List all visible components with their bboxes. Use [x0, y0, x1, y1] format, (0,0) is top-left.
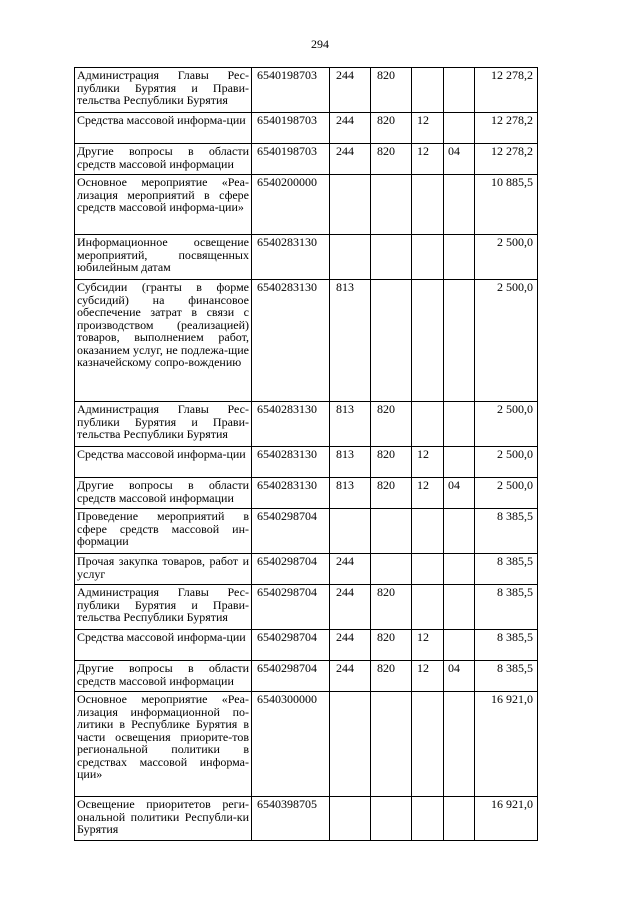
table-row — [75, 113, 538, 144]
cell-adm: 820 — [371, 402, 412, 447]
table-row — [75, 68, 538, 113]
table-row — [75, 478, 538, 509]
cell-pr — [444, 797, 475, 841]
cell-sum: 8 385,5 — [475, 585, 538, 630]
table-row — [75, 661, 538, 692]
cell-name: Средства массовой информа-ции — [75, 113, 252, 144]
cell-sum: 8 385,5 — [475, 509, 538, 554]
table-row — [75, 447, 538, 478]
cell-csr: 6540283130 — [252, 402, 330, 447]
cell-name: Администрация Главы Рес-публики Бурятия и Прави-тельства Республики Бурятия — [75, 68, 252, 113]
cell-vr: 244 — [330, 630, 371, 661]
cell-rz: 12 — [412, 144, 444, 175]
cell-csr: 6540283130 — [252, 235, 330, 280]
cell-adm: 820 — [371, 144, 412, 175]
cell-name: Основное мероприятие «Реа-лизация мероприятий в сфере средств массовой информа-ции» — [75, 175, 252, 235]
cell-csr: 6540298704 — [252, 585, 330, 630]
cell-adm: 820 — [371, 68, 412, 113]
cell-vr — [330, 509, 371, 554]
table-row — [75, 630, 538, 661]
cell-pr — [444, 554, 475, 585]
cell-csr: 6540200000 — [252, 175, 330, 235]
table-row — [75, 175, 538, 235]
cell-sum: 12 278,2 — [475, 68, 538, 113]
cell-adm: 820 — [371, 661, 412, 692]
cell-rz: 12 — [412, 113, 444, 144]
cell-adm — [371, 554, 412, 585]
cell-pr — [444, 630, 475, 661]
cell-sum: 2 500,0 — [475, 402, 538, 447]
cell-pr — [444, 235, 475, 280]
cell-name: Субсидии (гранты в форме субсидий) на финансовое обеспечение затрат в связи с производством (реализацией) товаров, выполнением работ, оказанием услуг, не подлежа-щие казначейскому сопро-вождению — [75, 280, 252, 402]
cell-pr: 04 — [444, 144, 475, 175]
cell-rz — [412, 585, 444, 630]
cell-csr: 6540283130 — [252, 280, 330, 402]
cell-adm: 820 — [371, 113, 412, 144]
cell-adm: 820 — [371, 447, 412, 478]
cell-sum: 8 385,5 — [475, 630, 538, 661]
cell-sum: 8 385,5 — [475, 661, 538, 692]
cell-csr: 6540198703 — [252, 68, 330, 113]
cell-sum: 8 385,5 — [475, 554, 538, 585]
table-row — [75, 144, 538, 175]
cell-vr — [330, 797, 371, 841]
cell-name: Средства массовой информа-ции — [75, 447, 252, 478]
cell-adm: 820 — [371, 585, 412, 630]
cell-rz — [412, 280, 444, 402]
cell-rz: 12 — [412, 447, 444, 478]
cell-sum: 2 500,0 — [475, 447, 538, 478]
cell-sum: 16 921,0 — [475, 797, 538, 841]
cell-name: Проведение мероприятий в сфере средств массовой ин-формации — [75, 509, 252, 554]
cell-pr — [444, 585, 475, 630]
cell-csr: 6540283130 — [252, 478, 330, 509]
cell-vr: 244 — [330, 113, 371, 144]
table-row — [75, 554, 538, 585]
cell-vr: 813 — [330, 478, 371, 509]
cell-csr: 6540298704 — [252, 630, 330, 661]
cell-vr: 244 — [330, 661, 371, 692]
cell-pr — [444, 113, 475, 144]
cell-rz: 12 — [412, 661, 444, 692]
cell-name: Другие вопросы в области средств массовой информации — [75, 661, 252, 692]
cell-rz: 12 — [412, 478, 444, 509]
cell-rz — [412, 554, 444, 585]
cell-csr: 6540283130 — [252, 447, 330, 478]
cell-rz — [412, 68, 444, 113]
page-number: 294 — [311, 37, 329, 51]
table-row — [75, 235, 538, 280]
cell-vr: 244 — [330, 68, 371, 113]
cell-vr: 813 — [330, 280, 371, 402]
cell-sum: 16 921,0 — [475, 692, 538, 797]
table-row — [75, 585, 538, 630]
cell-adm — [371, 235, 412, 280]
cell-rz — [412, 509, 444, 554]
table-row — [75, 280, 538, 402]
cell-sum: 12 278,2 — [475, 113, 538, 144]
cell-pr — [444, 692, 475, 797]
cell-vr: 244 — [330, 554, 371, 585]
cell-name: Освещение приоритетов реги-ональной политики Республи-ки Бурятия — [75, 797, 252, 841]
cell-sum: 2 500,0 — [475, 478, 538, 509]
cell-pr — [444, 447, 475, 478]
cell-vr: 244 — [330, 144, 371, 175]
cell-rz — [412, 235, 444, 280]
cell-name: Другие вопросы в области средств массовой информации — [75, 144, 252, 175]
cell-csr: 6540298704 — [252, 661, 330, 692]
cell-adm: 820 — [371, 478, 412, 509]
cell-csr: 6540298704 — [252, 509, 330, 554]
table-row — [75, 797, 538, 841]
cell-rz — [412, 175, 444, 235]
cell-vr — [330, 235, 371, 280]
cell-sum: 12 278,2 — [475, 144, 538, 175]
cell-adm — [371, 509, 412, 554]
cell-csr: 6540398705 — [252, 797, 330, 841]
cell-adm: 820 — [371, 630, 412, 661]
cell-pr — [444, 68, 475, 113]
cell-rz — [412, 692, 444, 797]
cell-vr — [330, 692, 371, 797]
cell-vr: 244 — [330, 585, 371, 630]
cell-csr: 6540300000 — [252, 692, 330, 797]
cell-rz: 12 — [412, 630, 444, 661]
cell-pr: 04 — [444, 478, 475, 509]
cell-vr: 813 — [330, 402, 371, 447]
table-row — [75, 692, 538, 797]
cell-adm — [371, 175, 412, 235]
cell-pr — [444, 509, 475, 554]
cell-rz — [412, 402, 444, 447]
cell-name: Средства массовой информа-ции — [75, 630, 252, 661]
cell-sum: 2 500,0 — [475, 280, 538, 402]
cell-name: Другие вопросы в области средств массовой информации — [75, 478, 252, 509]
table-row — [75, 509, 538, 554]
cell-pr — [444, 402, 475, 447]
cell-pr: 04 — [444, 661, 475, 692]
cell-name: Администрация Главы Рес-публики Бурятия и Прави-тельства Республики Бурятия — [75, 402, 252, 447]
cell-sum: 2 500,0 — [475, 235, 538, 280]
cell-csr: 6540198703 — [252, 113, 330, 144]
cell-name: Прочая закупка товаров, работ и услуг — [75, 554, 252, 585]
cell-csr: 6540298704 — [252, 554, 330, 585]
cell-pr — [444, 280, 475, 402]
cell-vr — [330, 175, 371, 235]
cell-name: Информационное освещение мероприятий, посвященных юбилейным датам — [75, 235, 252, 280]
cell-csr: 6540198703 — [252, 144, 330, 175]
cell-adm — [371, 692, 412, 797]
cell-sum: 10 885,5 — [475, 175, 538, 235]
cell-name: Основное мероприятие «Реа-лизация информационной по-литики в Республике Бурятия в части освещения приорите-тов региональной политики в средствах массовой информа-ции» — [75, 692, 252, 797]
cell-pr — [444, 175, 475, 235]
cell-vr: 813 — [330, 447, 371, 478]
budget-table — [74, 67, 538, 841]
cell-rz — [412, 797, 444, 841]
cell-adm — [371, 280, 412, 402]
table-row — [75, 402, 538, 447]
cell-adm — [371, 797, 412, 841]
cell-name: Администрация Главы Рес-публики Бурятия и Прави-тельства Республики Бурятия — [75, 585, 252, 630]
